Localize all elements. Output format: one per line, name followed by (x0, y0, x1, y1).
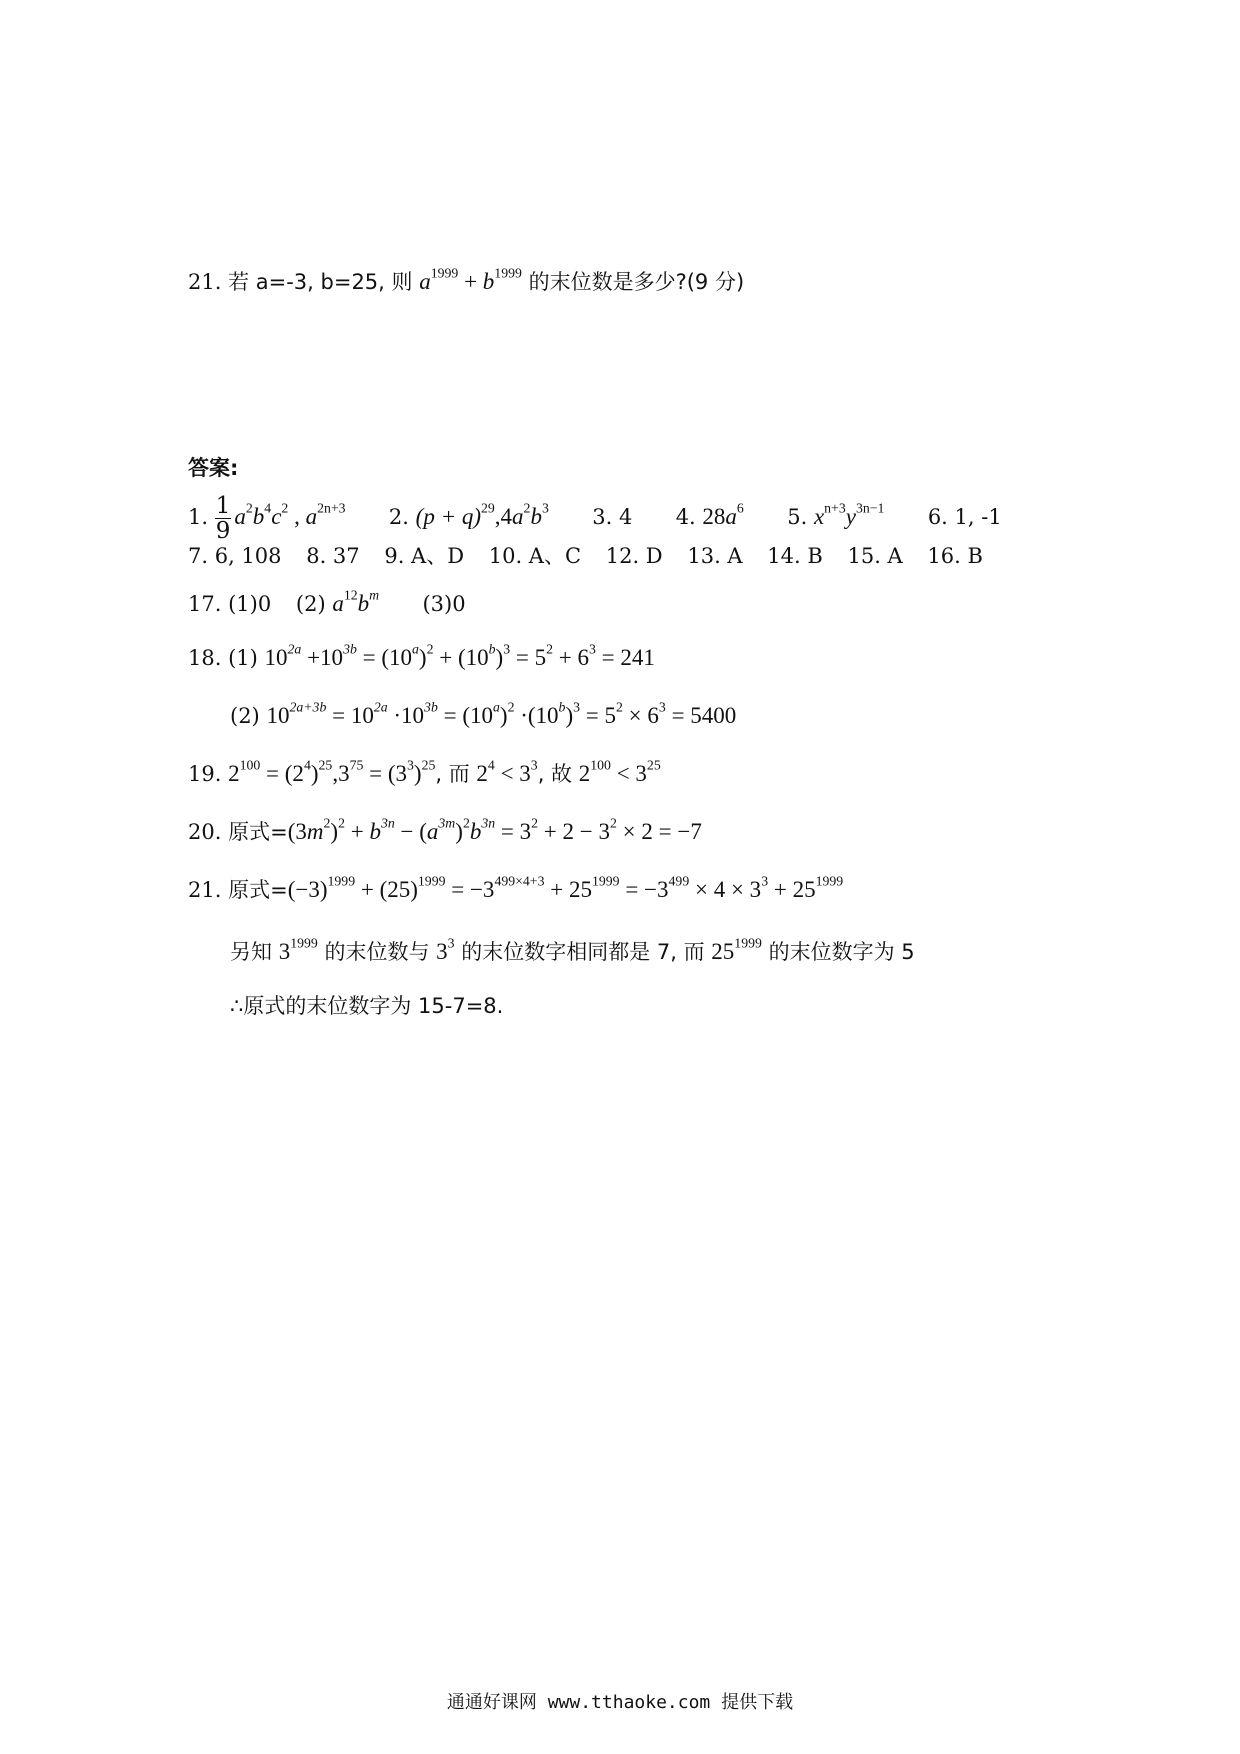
fraction-one-ninth: $\frac{1}{9}$ (215, 493, 231, 545)
answer-18-part-1: 18. (1) $10^{2a} +10^{3b} = (10^a)^2 + (10^b)^3 = 5^2 + 6^3 = 241$ (188, 641, 655, 670)
answer-21-note: 另知 $3^{1999}$ 的末位数与 $3^3$ 的末位数字相同都是 7, 而 $25^{1999}$ 的末位数字为 5 (230, 935, 915, 964)
question-formula: $a^{1999} + b^{1999}$ (419, 265, 522, 294)
question-number: 21. (188, 270, 222, 294)
answers-line-1: 1. $\frac{1}{9}$ $a^2b^4c^2$ , $a^{2n+3}$ 2. $(p + q)^{29},4a^2b^3$ 3. 4 4. $28a^6$ 5. $x^{n+3}y^{3n-1}$ 6. 1, -1 (188, 493, 1002, 545)
question-text: 若 a=-3, b=25, 则 (228, 270, 413, 294)
page-footer: 通通好课网 www.tthaoke.com 提供下载 (446, 1692, 794, 1713)
answers-line-2: 7. 6, 108 8. 37 9. A、D 10. A、C 12. D 13. A 14. B 15. A 16. B (188, 544, 983, 568)
question-tail: 的末位数是多少?(9 分) (528, 270, 745, 294)
answer-18-part-2: (2) $10^{2a+3b} = 10^{2a} \cdot 10^{3b} = (10^a)^2 \cdot(10^b)^3 = 5^2 \times 6^3 = 5400$ (230, 699, 737, 728)
answer-17: 17. (1)0 (2) $a^{12}b^m$ (3)0 (188, 587, 466, 616)
answer-21: 21. 原式$=(-3)^{1999} + (25)^{1999} = -3^{499\times 4+3} + 25^{1999} = -3^{499} \times 4 \times 3^3 + 25^{1999}$ (188, 873, 844, 902)
question-21 (188, 265, 745, 296)
answer-21-conclusion: ∴原式的末位数字为 15-7=8. (230, 994, 504, 1018)
answer-20: 20. 原式$=(3m^2)^2 + b^{3n} - (a^{3m})^2b^{3n} = 3^2 + 2 - 3^2 \times 2 = -7$ (188, 815, 702, 844)
answers-heading: 答案: (188, 456, 239, 480)
answer-19: 19. $2^{100} = (2^4)^{25},3^{75} = (3^3)^{25}$, 而 $2^4 < 3^3$, 故 $2^{100} < 3^{25}$ (188, 757, 661, 786)
